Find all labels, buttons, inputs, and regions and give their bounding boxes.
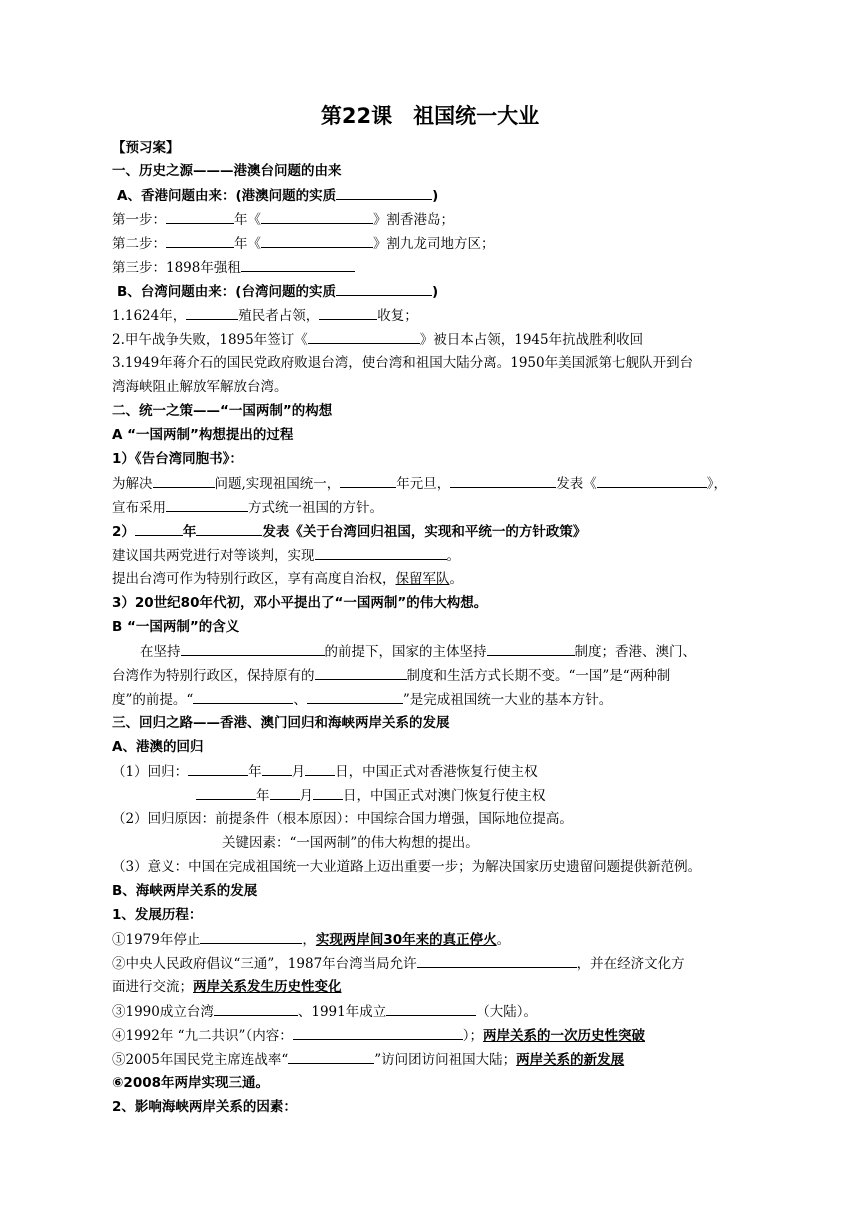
hongkong-issue-heading [117, 185, 757, 206]
underlined-text: 保留军队 [395, 571, 450, 587]
line-text: 日，中国正式对香港恢复行使主权 [335, 764, 538, 780]
meaning-line-2 [112, 665, 752, 686]
answer-blank[interactable] [186, 305, 238, 320]
answer-blank[interactable] [166, 233, 234, 248]
line-text: 第三步：1898年强租 [112, 260, 241, 276]
line-text: 为解决 [112, 476, 153, 492]
line-text: 年 [256, 788, 270, 804]
underlined-text: 两岸关系的新发展 [516, 1052, 625, 1068]
answer-blank[interactable] [200, 929, 302, 944]
line-text: ②中央人民政府倡议“三通”，1987年台湾当局允许 [112, 956, 417, 972]
line-text: 》割九龙司地方区； [373, 236, 495, 252]
answer-blank[interactable] [261, 209, 373, 224]
development-item-6: ⑥2008年两岸实现三通。 [112, 1075, 270, 1091]
line-text: 提出台湾可作为特别行政区，享有高度自治权， [112, 571, 396, 587]
answer-blank[interactable] [196, 785, 256, 800]
development-item-5 [112, 1049, 752, 1070]
answer-blank[interactable] [188, 761, 248, 776]
development-item-4 [112, 1025, 752, 1046]
line-text: 。 [449, 571, 463, 587]
answer-blank[interactable] [262, 761, 292, 776]
line-text: 年《 [234, 212, 261, 228]
line-text: 年 [182, 524, 197, 540]
answer-blank[interactable] [313, 785, 343, 800]
answer-blank[interactable] [417, 953, 577, 968]
answer-blank[interactable] [340, 473, 396, 488]
policy-line-2 [112, 545, 752, 566]
line-text: 方式统一祖国的方针。 [248, 500, 383, 516]
heading-text: B、台湾问题由来：(台湾问题的实质 [117, 284, 336, 300]
taiwan-point-1 [112, 305, 752, 326]
development-process-heading: 1、发展历程： [112, 907, 203, 923]
line-text: ）； [462, 1028, 483, 1044]
taiwan-issue-heading [117, 281, 757, 302]
answer-blank[interactable] [196, 521, 262, 536]
line-text: 。 [446, 548, 460, 564]
line-text: 发表《 [556, 476, 597, 492]
line-text: 年《 [234, 236, 261, 252]
policy-line-3 [112, 569, 752, 589]
answer-blank[interactable] [315, 545, 447, 560]
line-text: ，并在经济文化方 [576, 956, 685, 972]
line-text: 面进行交流； [112, 979, 193, 995]
answer-blank[interactable] [270, 785, 300, 800]
line-text: 》割香港岛； [373, 212, 454, 228]
line-text: 、1991年成立 [297, 1004, 387, 1020]
step-1-line [112, 209, 752, 230]
line-text: ④1992年 “九二共识”（内容： [112, 1028, 293, 1044]
line-text: 2.甲午战争失败，1895年签订《 [112, 332, 308, 348]
section-2-heading: 二、统一之策——“一国两制”的构想 [112, 403, 333, 419]
message-line-2 [112, 497, 752, 518]
line-text: 建议国共两党进行对等谈判，实现 [112, 548, 315, 564]
section-1-heading: 一、历史之源———港澳台问题的由来 [112, 163, 342, 179]
line-text: 。 [496, 932, 511, 948]
policy-heading-line [112, 521, 752, 542]
answer-blank[interactable] [241, 257, 355, 272]
line-text: 第一步： [112, 212, 166, 228]
line-text: 台湾作为特别行政区，保持原有的 [112, 668, 315, 684]
line-text: ①1979年停止 [112, 932, 201, 948]
line-text: 》被日本占领，1945年抗战胜利收回 [419, 332, 644, 348]
section-3-heading: 三、回归之路——香港、澳门回归和海峡两岸关系的发展 [112, 715, 450, 731]
development-item-2 [112, 953, 752, 974]
answer-blank[interactable] [336, 185, 432, 200]
return-key-factor-line: 关键因素：“一国两制”的伟大构想的提出。 [222, 835, 479, 851]
message-to-compatriots-heading: 1）《告台湾同胞书》： [112, 451, 243, 467]
development-item-2-line-2 [112, 977, 752, 997]
line-text: ， [302, 932, 316, 948]
return-line-1 [112, 761, 752, 782]
meaning-line-3 [112, 689, 752, 710]
line-text: 制度；香港、澳门、 [574, 644, 696, 660]
answer-blank[interactable] [166, 209, 234, 224]
meaning-line-1 [140, 641, 780, 662]
line-text: 制度和生活方式长期不变。“一国”是“两种制 [406, 668, 671, 684]
deng-concept-line: 3）20世纪80年代初，邓小平提出了“一国两制”的伟大构想。 [112, 595, 488, 611]
line-text: ”访问团访问祖国大陆； [374, 1052, 517, 1068]
line-text: 问题,实现祖国统一， [214, 476, 341, 492]
answer-blank[interactable] [166, 497, 248, 512]
line-text: ③1990成立台湾 [112, 1004, 214, 1020]
return-line-2 [196, 785, 836, 806]
page-title: 第22课 祖国统一大业 [320, 104, 540, 128]
answer-blank[interactable] [214, 1001, 298, 1016]
line-text: 在坚持 [140, 644, 181, 660]
section-preview-label: 【预习案】 [112, 140, 180, 156]
line-text: 收复； [377, 308, 418, 324]
line-text: 发表《关于台湾回归祖国，实现和平统一的方针政策》 [262, 524, 587, 540]
hk-macao-return-heading: A、港澳的回归 [112, 739, 204, 755]
answer-blank[interactable] [307, 689, 403, 704]
heading-text: A、香港问题由来：(港澳问题的实质 [117, 188, 337, 204]
answer-blank[interactable] [487, 641, 575, 656]
underlined-text: 两岸关系发生历史性变化 [193, 979, 342, 995]
line-text: 1.1624年， [112, 308, 187, 324]
return-significance-line: （3）意义：中国在完成祖国统一大业道路上迈出重要一步；为解决国家历史遗留问题提供新范例。 [112, 859, 702, 875]
line-text: 年 [248, 764, 262, 780]
development-item-3 [112, 1001, 752, 1022]
line-text: （1）回归： [112, 764, 189, 780]
line-text: （大陆）。 [476, 1004, 537, 1020]
answer-blank[interactable] [135, 521, 183, 536]
return-reason-line: （2）回归原因：前提条件（根本原因）：中国综合国力增强，国际地位提高。 [112, 811, 573, 827]
line-text: 日，中国正式对澳门恢复行使主权 [343, 788, 546, 804]
taiwan-point-3-line-1: 3.1949年蒋介石的国民党政府败退台湾，使台湾和祖国大陆分离。1950年美国派第七舰队开到台 [112, 355, 694, 371]
line-text: 》， [706, 476, 728, 492]
underlined-text: 两岸关系的一次历史性突破 [482, 1028, 645, 1044]
answer-blank[interactable] [153, 473, 215, 488]
line-text: 第二步： [112, 236, 166, 252]
one-country-meaning-heading: B “一国两制”的含义 [112, 619, 240, 635]
line-text: 年元旦， [396, 476, 451, 492]
answer-blank[interactable] [308, 329, 420, 344]
line-text: 宣布采用 [112, 500, 166, 516]
answer-blank[interactable] [293, 1025, 463, 1040]
influencing-factors-heading: 2、影响海峡两岸关系的因素： [112, 1099, 297, 1115]
answer-blank[interactable] [386, 1001, 476, 1016]
taiwan-point-2 [112, 329, 752, 350]
step-3-line [112, 257, 752, 278]
line-text: 月 [299, 788, 313, 804]
line-text: 殖民者占领， [238, 308, 320, 324]
step-2-line [112, 233, 752, 254]
development-item-1 [112, 929, 752, 950]
answer-blank[interactable] [181, 641, 325, 656]
answer-blank[interactable] [261, 233, 373, 248]
line-text: 的前提下，国家的主体坚持 [324, 644, 487, 660]
line-text: ⑤2005年国民党主席连战率“ [112, 1052, 289, 1068]
answer-blank[interactable] [193, 689, 293, 704]
answer-blank[interactable] [450, 473, 556, 488]
line-text: 2） [112, 524, 135, 540]
heading-text: ) [432, 188, 439, 204]
answer-blank[interactable] [336, 281, 432, 296]
line-text: ”是完成祖国统一大业的基本方针。 [402, 692, 613, 708]
message-line-1 [112, 473, 752, 494]
answer-blank[interactable] [597, 473, 707, 488]
answer-blank[interactable] [315, 665, 407, 680]
line-text: 月 [291, 764, 306, 780]
one-country-process-heading: A “一国两制”构想提出的过程 [112, 427, 294, 443]
line-text: 度”的前提。“ [112, 692, 194, 708]
answer-blank[interactable] [319, 305, 377, 320]
line-text: 、 [293, 692, 307, 708]
answer-blank[interactable] [288, 1049, 374, 1064]
taiwan-point-3-line-2: 湾海峡阻止解放军解放台湾。 [112, 379, 288, 395]
heading-text: ) [431, 284, 439, 300]
answer-blank[interactable] [305, 761, 335, 776]
cross-strait-heading: B、海峡两岸关系的发展 [112, 883, 258, 899]
underlined-text: 实现两岸间30年来的真正停火 [315, 932, 497, 948]
